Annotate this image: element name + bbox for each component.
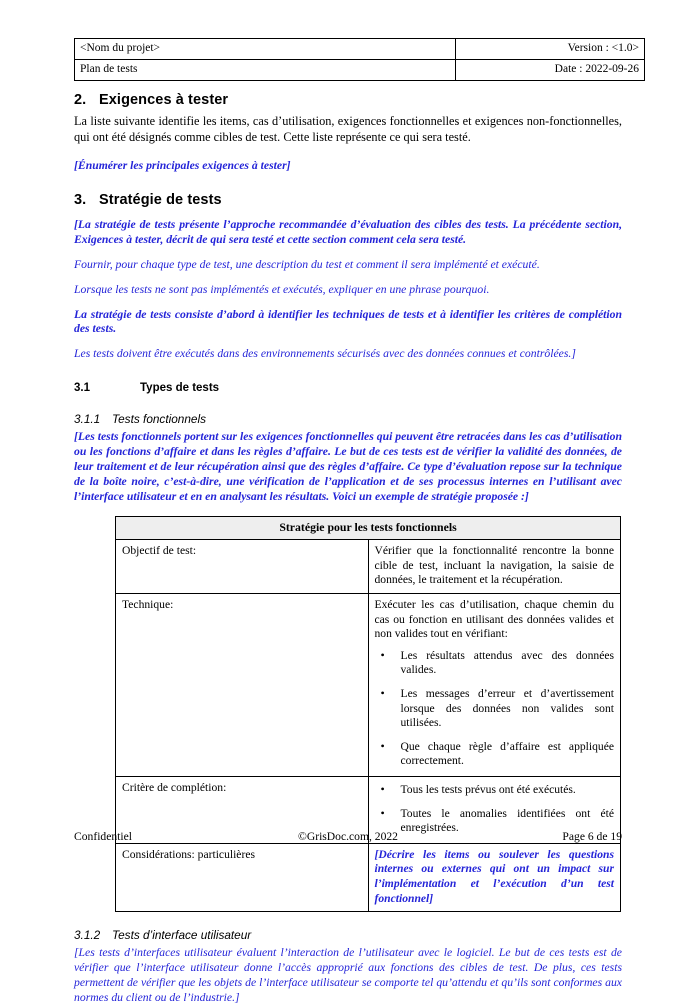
strategy-table	[115, 516, 621, 912]
header-date: Date : 2022-09-26	[456, 60, 645, 81]
heading-section-3-1-2-title: Tests d’interface utilisateur	[112, 928, 252, 943]
strategy-table-title: Stratégie pour les tests fonctionnels	[116, 517, 621, 540]
strategy-row-label-0: Objectif de test:	[116, 540, 369, 594]
header-project-name: <Nom du projet>	[75, 39, 456, 60]
heading-section-3	[74, 192, 622, 209]
list-item: • Les résultats attendus avec des données valides.	[401, 649, 615, 678]
header-doc-type: Plan de tests	[75, 60, 456, 81]
table-row	[116, 843, 621, 911]
heading-section-3-1-1	[74, 412, 622, 426]
heading-section-3-1-2-number: 3.1.2	[74, 928, 101, 943]
header-row-doctype	[75, 60, 645, 81]
section-3-1-1-note: [Les tests fonctionnels portent sur les exigences fonctionnelles qui peuvent être retracées dans les cas d’utilisation ou les fonctions d’affaire et dans les règles d’affaire. Le but de ces tests est de vérifier la validité des données, de leur traitement et de leur récupération ainsi que des règles d’affaire. Ce type d’évaluation repose sur la technique de la boîte noire, c’est-à-dire, une vérification de l’application et de ses processus internes en l’utilisant avec l’interface utilisateur et en en analysant les résultats. Voici un exemple de stratégie proposée :]	[74, 430, 622, 503]
heading-section-3-1-1-title: Tests fonctionnels	[112, 411, 206, 426]
section-3-note-3: Lorsque les tests ne sont pas implémentés et exécutés, expliquer en une phrase pourquoi.	[74, 282, 490, 296]
table-row	[116, 540, 621, 594]
strategy-row-label-2: Critère de complétion:	[116, 776, 369, 843]
heading-section-3-1-1-number: 3.1.1	[74, 411, 101, 426]
heading-section-3-1-2	[74, 928, 622, 942]
list-item: • Toutes le anomalies identifiées ont été enregistrées.	[401, 807, 615, 836]
section-2-paragraph: La liste suivante identifie les items, cas d’utilisation, exigences fonctionnelles et exigences non-fonctionnelles, qui ont été désignés comme cibles de test. Cette liste représente ce qui sera testé.	[74, 114, 622, 144]
header-row-project	[75, 39, 645, 60]
table-row	[116, 594, 621, 777]
list-item: • Les messages d’erreur et d’avertissement lorsque des données non valides sont utilisées.	[401, 687, 615, 731]
strategy-table-title-row	[116, 517, 621, 540]
strategy-row-label-3: Considérations: particulières	[116, 843, 369, 911]
section-3-note-2: Fournir, pour chaque type de test, une description du test et comment il sera implémenté et exécuté.	[74, 257, 540, 271]
footer-copyright: ©GrisDoc.com, 2022	[298, 830, 398, 843]
list-item: • Que chaque règle d’affaire est appliquée correctement.	[401, 740, 615, 769]
strategy-row-text-3: [Décrire les items ou soulever les questions internes ou externes qui ont un impact sur l’implémentation et l’exécution d’un test fonctionnel]	[374, 847, 614, 905]
heading-section-3-1-number: 3.1	[74, 382, 90, 395]
strategy-row-text-1: Exécuter les cas d’utilisation, chaque chemin du cas ou fonction en utilisant des données valides et non valides tout en vérifiant:	[374, 598, 614, 641]
strategy-row-label-1: Technique:	[116, 594, 369, 777]
strategy-row-text-0: Vérifier que la fonctionnalité rencontre la bonne cible de test, incluant la navigation, la saisie de données, le traitement et la récupération.	[374, 544, 614, 587]
heading-section-2-number: 2.	[74, 92, 87, 108]
section-2-note: [Énumérer les principales exigences à tester]	[74, 158, 291, 172]
document-header-table	[74, 38, 645, 81]
heading-section-2	[74, 92, 622, 109]
section-3-1-2-note: [Les tests d’interfaces utilisateur évaluent l’interaction de l’utilisateur avec le logiciel. Le but de ces tests est de vérifier que l’interface utilisateur donne l’accès approprié aux fonctions des cibles de test. De plus, ces tests permettent de vérifier que les objets de l’interface utilisateur se comporte tel qu’attendu et qu’ils sont conformes aux normes du client ou de l’industrie.]	[74, 946, 622, 1004]
section-3-note-4: La stratégie de tests consiste d’abord à identifier les techniques de tests et à identifier les critères de complétion des tests.	[74, 307, 622, 336]
heading-section-3-title: Stratégie de tests	[99, 191, 222, 208]
list-item: • Tous les tests prévus ont été exécutés.	[401, 783, 615, 798]
heading-section-3-1-title: Types de tests	[140, 382, 220, 395]
document-content	[74, 92, 622, 1006]
strategy-row-value-1	[368, 594, 621, 777]
footer-page-number: Page 6 de 19	[562, 830, 622, 843]
page-footer	[74, 830, 622, 843]
strategy-row-bullets-2	[375, 783, 615, 836]
footer-confidentiality: Confidentiel	[74, 830, 132, 843]
section-3-note-1: [La stratégie de tests présente l’approche recommandée d’évaluation des cibles des tests. La précédente section, Exigences à tester, décrit de qui sera testé et cette section comment cela sera testé.	[74, 218, 622, 246]
heading-section-2-title: Exigences à tester	[99, 92, 229, 108]
header-version: Version : <1.0>	[456, 39, 645, 60]
strategy-row-value-3	[368, 843, 621, 911]
heading-section-3-1	[74, 382, 622, 396]
heading-section-3-number: 3.	[74, 191, 87, 208]
strategy-row-value-0	[368, 540, 621, 594]
strategy-row-bullets-1	[375, 649, 615, 769]
section-3-note-5: Les tests doivent être exécutés dans des environnements sécurisés avec des données connues et contrôlées.]	[74, 347, 576, 361]
